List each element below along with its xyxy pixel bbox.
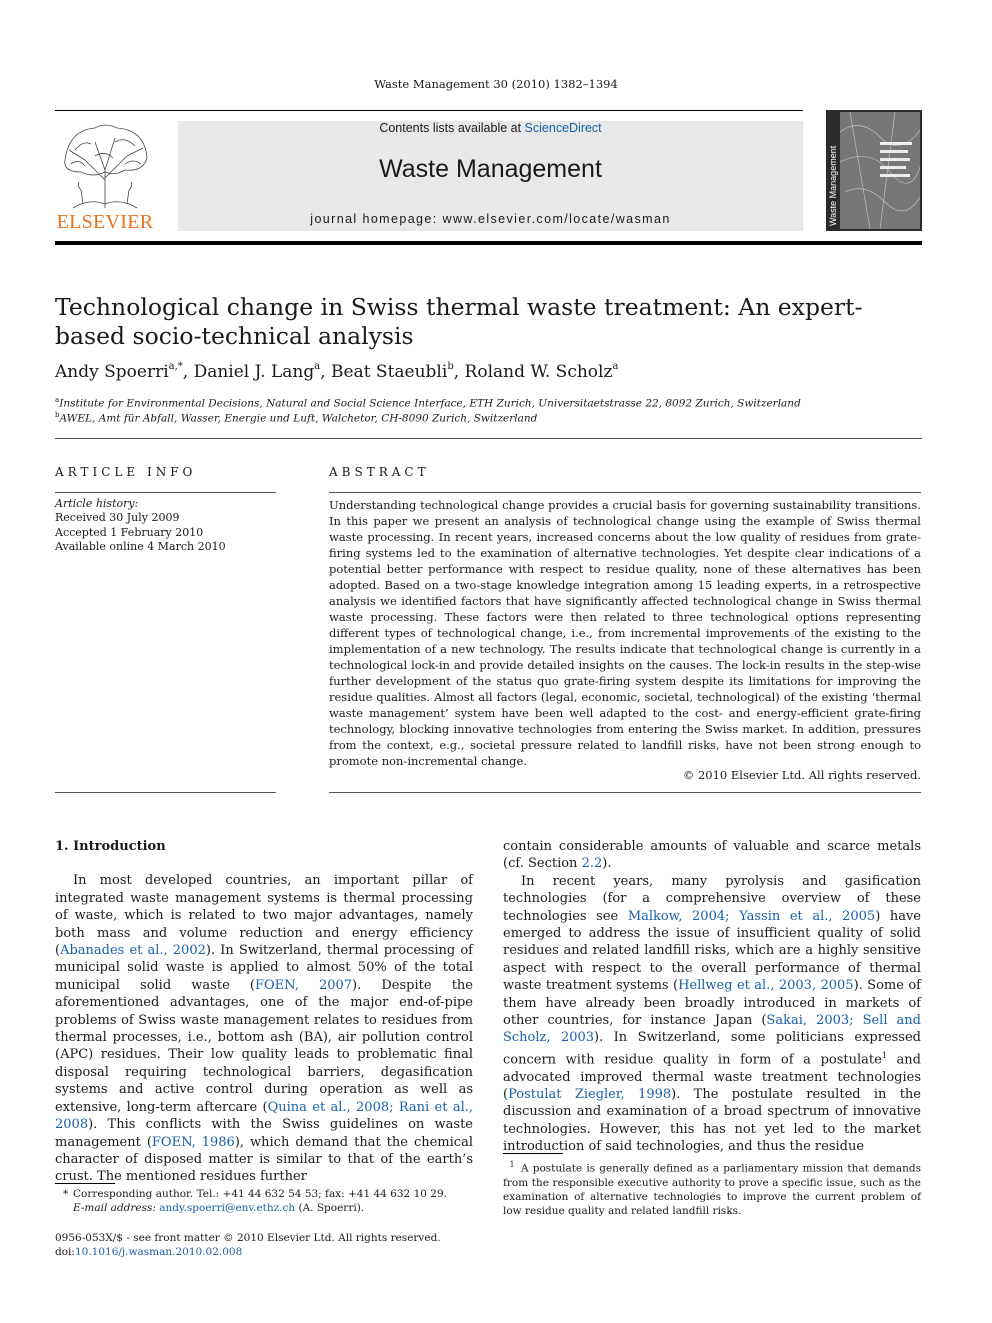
intro-paragraph-continued bbox=[503, 838, 921, 873]
footnote-1 bbox=[503, 1158, 921, 1218]
abstract-text: Understanding technological change provides a crucial basis for governing sustainability transitions. In this paper we present an analysis of technological change using the example of Swiss thermal waste processing. In recent years, increased concerns about the low quality of residues from grate-firing systems led to the examination of alternative technologies. Yet despite clear indications of a potential better performance with respect to residue quality, none of these alternatives has been adopted. Based on a two-stage knowledge integration among 15 leading experts, in a retrospective analysis we identified factors that have significantly affected technological change in Swiss thermal waste processing. These factors were then related to three technological options representing different types of technological change, i.e., from incremental improvements of the existing to the implementation of a new technology. The results indicate that technological change is currently in a technological lock-in and provide detailed insights on the causes. The lock-in results in the step-wise further development of the status quo grate-firing system despite its limitations for improving the residue qualities. Almost all factors (legal, economic, societal, technological) of the existing ‘thermal waste management’ system have been well adapted to the cost- and energy-efficient grate-firing technology, blocking innovative technologies from entering the Swiss market. In addition, pressures from the context, e.g., societal pressure related to landfill risks, have not been strong enough to promote non-incremental change. bbox=[329, 498, 921, 768]
affiliation-b bbox=[55, 411, 915, 425]
body-text: ). bbox=[602, 856, 612, 872]
contents-line bbox=[178, 121, 803, 135]
journal-name: Waste Management bbox=[379, 155, 602, 183]
author-sup[interactable]: b bbox=[447, 361, 454, 372]
reference-link[interactable]: Postulat Ziegler, 1998 bbox=[508, 1087, 672, 1103]
affiliation-key: b bbox=[55, 411, 60, 419]
title-block-rule bbox=[55, 438, 922, 439]
front-matter bbox=[55, 1231, 473, 1259]
body-text: ). In Switzerland, thermal processing of municipal solid waste is applied to almost 50% of the total municipal solid waste ( bbox=[55, 943, 473, 993]
body-text: ). Some of them have already been broadly introduced in markets of other countries, for instance Japan ( bbox=[503, 978, 921, 1029]
author-name: Daniel J. Lang bbox=[193, 362, 315, 382]
front-matter-text: 0956-053X/$ - see front matter © 2010 Elsevier Ltd. All rights reserved. bbox=[55, 1232, 441, 1244]
abstract-heading: ABSTRACT bbox=[329, 465, 430, 479]
doi-link[interactable]: 10.1016/j.wasman.2010.02.008 bbox=[74, 1246, 243, 1258]
footnote-marker: 1 bbox=[509, 1160, 515, 1169]
abstract-bottom-rule bbox=[329, 792, 921, 793]
body-text: ). Despite the aforementioned advantages, one of the major end-of-pipe problems of Swiss waste management relates to residues from thermal processes, i.e., bottom ash (BA), air pollution control (APC) residues. Their low quality leads to problematic final disposal requiring technological barriers, degasification systems and active control during operation as well as extensive, long-term aftercare ( bbox=[55, 977, 473, 1115]
journal-homepage bbox=[178, 212, 803, 226]
email-suffix: (A. Spoerri). bbox=[295, 1202, 365, 1214]
homepage-url[interactable]: www.elsevier.com/locate/wasman bbox=[442, 212, 671, 226]
elsevier-wordmark: ELSEVIER bbox=[56, 211, 154, 233]
author-sup[interactable]: a bbox=[612, 361, 619, 372]
reference-link[interactable]: 2.2 bbox=[581, 856, 603, 872]
reference-link[interactable]: Quina et al., 2008; Rani et al., 2008 bbox=[55, 1099, 473, 1133]
doi-prefix: doi: bbox=[55, 1246, 75, 1258]
author-name: Beat Staeubli bbox=[331, 362, 448, 382]
body-text: ). The postulate resulted in the discussion and examination of a broad spectrum of innovative technologies. However, this has not yet led to the market introduction of said technologies, and thus the residue bbox=[503, 1087, 921, 1155]
contents-prefix: Contents lists available at bbox=[379, 121, 525, 135]
history-accepted: Accepted 1 February 2010 bbox=[55, 525, 204, 539]
body-text: In recent years, many pyrolysis and gasification technologies (for a comprehensive overview of these technologies see bbox=[503, 873, 921, 924]
section-heading-introduction: 1. Introduction bbox=[55, 839, 166, 854]
article-title: Technological change in Swiss thermal waste treatment: An expert-based socio-technical analysis bbox=[55, 293, 863, 350]
author-name: Roland W. Scholz bbox=[464, 362, 613, 382]
reference-link[interactable]: Hellweg et al., 2003, 2005 bbox=[678, 978, 854, 994]
reference-link[interactable]: Sakai, 2003; Sell and Scholz, 2003 bbox=[503, 1013, 921, 1046]
body-right-column bbox=[503, 838, 921, 1156]
email-label: E-mail address: bbox=[73, 1202, 156, 1214]
article-info-heading: ARTICLE INFO bbox=[55, 465, 197, 479]
footnote-ref[interactable]: 1 bbox=[881, 1050, 887, 1060]
journal-cover-thumbnail bbox=[826, 110, 922, 231]
article-history bbox=[55, 497, 276, 554]
reference-link[interactable]: FOEN, 2007 bbox=[254, 977, 353, 993]
author-list: Andy Spoerri$^{a,*}$, Daniel J. Lang$^a$, Beat Staeubli$^b$, Roland W. Scholz$^a$ bbox=[55, 361, 619, 382]
body-text: ), which demand that the chemical character of disposed matter is similar to that of the earth’s crust. The mentioned residues further bbox=[55, 1134, 473, 1185]
header-thick-rule bbox=[55, 241, 922, 245]
body-left-column bbox=[55, 838, 473, 1186]
intro-paragraph bbox=[55, 872, 473, 1185]
footnote-rule bbox=[55, 1183, 115, 1184]
history-received: Received 30 July 2009 bbox=[55, 511, 180, 525]
author-email-link[interactable]: andy.spoerri@env.ethz.ch bbox=[159, 1202, 296, 1214]
body-text: and advocated improved thermal waste treatment technologies ( bbox=[503, 1052, 922, 1103]
body-text: ). This conflicts with the Swiss guidelines on waste management ( bbox=[55, 1117, 473, 1150]
history-label: Article history: bbox=[55, 497, 139, 510]
reference-link[interactable]: Malkow, 2004; Yassin et al., 2005 bbox=[627, 908, 876, 924]
sciencedirect-link[interactable]: ScienceDirect bbox=[524, 121, 602, 135]
reference-link[interactable]: FOEN, 1986 bbox=[151, 1134, 235, 1150]
cover-title: Waste Management bbox=[828, 145, 838, 226]
info-bottom-rule bbox=[55, 792, 276, 793]
body-text: contain considerable amounts of valuable and scarce metals (cf. Section bbox=[503, 839, 921, 872]
affiliation-key: a bbox=[55, 396, 60, 404]
journal-citation: Waste Management 30 (2010) 1382–1394 bbox=[374, 77, 618, 91]
abstract-copyright: © 2010 Elsevier Ltd. All rights reserved. bbox=[682, 768, 921, 782]
intro-paragraph bbox=[503, 873, 921, 1156]
corresponding-author-note: * Corresponding author. Tel.: +41 44 632 54 53; fax: +41 44 632 10 29. E-mail address: andy.spoerri@env.ethz.ch (A. Spoerri). bbox=[63, 1188, 447, 1214]
author-sup[interactable]: a,* bbox=[168, 361, 183, 372]
body-text: ) have emerged to address the issue of insufficient quality of solid residues and related landfill risks, which are a highly sensitive aspect with respect to the overall performance of thermal waste treatment systems ( bbox=[503, 908, 921, 994]
affiliation-text: AWEL, Amt für Abfall, Wasser, Energie und Luft, Walchetor, CH-8090 Zurich, Switzerland bbox=[59, 412, 538, 425]
author-name: Andy Spoerri bbox=[55, 362, 169, 382]
affiliation-text: Institute for Environmental Decisions, Natural and Social Science Interface, ETH Zurich, Universitaetstrasse 22, 8092 Zurich, Switzerland bbox=[59, 397, 801, 410]
corresponding-text: Corresponding author. Tel.: +41 44 632 54 53; fax: +41 44 632 10 29. bbox=[73, 1188, 447, 1200]
history-online: Available online 4 March 2010 bbox=[55, 539, 226, 553]
affiliation-a bbox=[55, 396, 915, 410]
header-rule bbox=[55, 110, 803, 111]
footnote-text: A postulate is generally defined as a parliamentary mission that demands from the responsible executive authority to prove a specific issue, such as the examination of alternative technologies to improve the current problem of low residue quality and related landfill risks. bbox=[503, 1162, 921, 1217]
body-text: In most developed countries, an important pillar of integrated waste management systems is thermal processing of waste, which is related to two major advantages, namely both mass and volume reduction and energy efficiency ( bbox=[55, 873, 473, 959]
author-sup[interactable]: a bbox=[314, 361, 321, 372]
abstract-rule bbox=[329, 492, 921, 493]
footnote-rule bbox=[503, 1153, 563, 1154]
homepage-prefix: journal homepage: bbox=[310, 212, 443, 226]
reference-link[interactable]: Abanades et al., 2002 bbox=[60, 943, 206, 959]
body-text: ). In Switzerland, some politicians expressed concern with residue quality in form of a postulate bbox=[503, 1030, 921, 1068]
article-info-rule bbox=[55, 492, 276, 493]
